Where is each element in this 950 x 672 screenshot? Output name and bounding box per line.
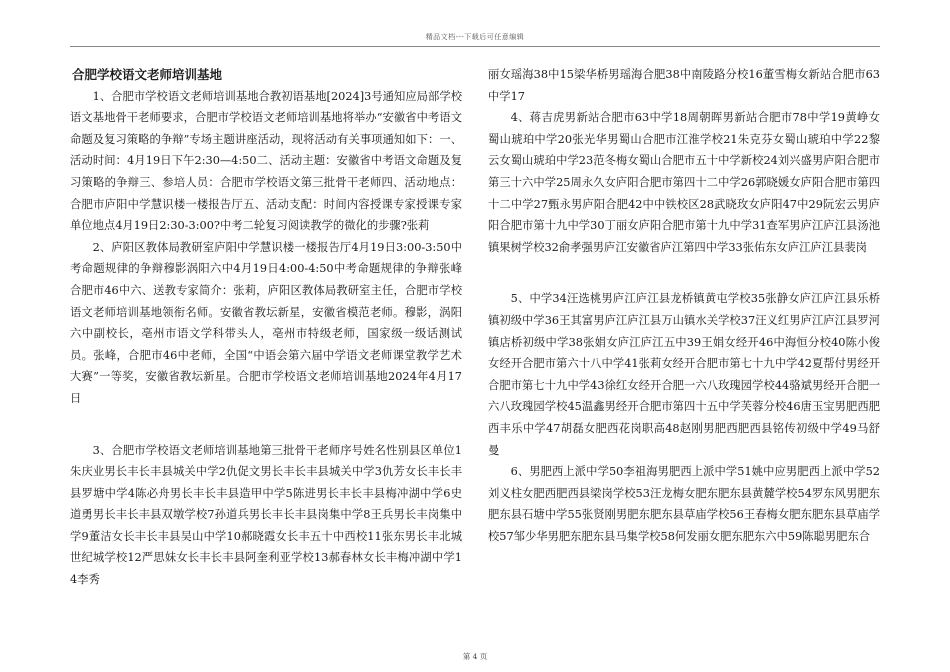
paragraph-3-continued: 丽女瑶海38中15梁华桥男瑶海合肥38中南陵路分校16董雪梅女新站合肥市63中学17 [488,68,880,103]
page-number: 第 4 页 [462,652,488,661]
right-column [488,64,880,547]
paragraph-5: 5、中学34汪选桃男庐江庐江县龙桥镇黄屯学校35张静女庐江庐江县乐桥镇初级中学36王其富男庐江庐江县万山镇水关学校37汪义红男庐江庐江县罗河镇店桥初级中学38张娟女庐江庐江五中39王娟女经开46中海恒分校40陈小俊女经开合肥市第六十八中学41张莉女经开合肥市第七十九中学42夏帮付男经开合肥市第七十九中学43徐红女经开合肥一六八玫瑰园学校44骆斌男经开合肥一六八玫瑰园学校45温鑫男经开合肥市第四十五中学芙蓉分校46唐玉宝男肥西肥西丰乐中学47胡磊女肥西花岗职高48赵刚男肥西肥西县铭传初级中学49马舒曼 [488,292,880,457]
paragraph-3: 3、合肥市学校语文老师培训基地第三批骨干老师序号姓名性别县区单位1朱庆业男长丰长丰县城关中学2仇促文男长丰长丰县城关中学3仇芳女长丰长丰县罗塘中学4陈必舟男长丰长丰县造甲中学5陈进男长丰长丰县梅冲湖中学6史道勇男长丰长丰县双墩学校7孙道兵男长丰长丰县岗集中学8王兵男长丰岗集中学9董洁女长丰长丰县吴山中学10郝晓霞女长丰五十中西校11张东男长丰北城世纪城学校12严思妹女长丰长丰县阿奎利亚学校13郝春林女长丰梅冲湖中学14李秀 [70,443,462,587]
paragraph-1: 1、合肥市学校语文老师培训基地合教初语基地[2024]3号通知应局部学校语文基地骨干老师要求，合肥市学校语文老师培训基地将举办“安徽省中考语文命题及复习策略的争辩”专场主题讲座活动，现将活动有关事项通知如下：一、活动时间：4月19日下午2:30—4:50二、活动主题：安徽省中考语文命题及复习策略的争辩三、参培人员：合肥市学校语文第三批骨干老师四、活动地点：合肥市庐阳中学慧识楼一楼报告厅五、活动支配：时间内容授课专家授课专家单位地点4月19日2:30-3:00?中考二轮复习阅读教学的微化的步骤?张莉 [70,89,462,233]
header-rule [70,46,880,47]
running-header: 精品文档---下载后可任意编辑 [425,33,525,41]
left-column [70,64,462,591]
paragraph-4: 4、蒋吉虎男新站合肥市63中学18周朝晖男新站合肥市78中学19黄峥女蜀山琥珀中学20张光华男蜀山合肥市江淮学校21朱克芬女蜀山琥珀中学22黎云女蜀山琥珀中学23范冬梅女蜀山合肥市五十中学新校24刘兴盛男庐阳合肥市第三十六中学25周永久女庐阳合肥市第四十二中学26郭晓媛女庐阳合肥市第四十二中学27甄永男庐阳合肥42中中铁校区28武晓玫女庐阳47中29阮宏云男庐阳合肥市第十九中学30丁丽女庐阳合肥市第十九中学31查军男庐江庐江县汤池镇果树学校32俞孝强男庐江安徽省庐江第四中学33张佑东女庐江庐江县裴岗 [488,111,880,254]
paragraph-2: 2、庐阳区教体局教研室庐阳中学慧识楼一楼报告厅4月19日3:00-3:50中考命题规律的争辩穆影涡阳六中4月19日4:00-4:50中考命题规律的争辩张峰合肥市46中六、送教专家简介：张莉，庐阳区教体局教研室主任，合肥市学校语文老师培训基地领衔名师。安徽省教坛新星，安徽省模范老师。穆影，涡阳六中副校长，亳州市语文学科带头人，亳州市特级老师，国家级一级话测试员。张峰，合肥市46中老师，全国“中语会第六届中学语文老师课堂教学艺术大赛”一等奖，安徽省教坛新星。合肥市学校语文老师培训基地2024年4月17日 [70,240,462,405]
paragraph-6: 6、男肥西上派中学50李祖海男肥西上派中学51姚中应男肥西上派中学52刘义柱女肥西肥西县梁岗学校53汪龙梅女肥东肥东县黄麓学校54罗东风男肥东肥东县石塘中学55张贤刚男肥东肥东县草庙学校56王春梅女肥东肥东县草庙学校57邹少华男肥东肥东县马集学校58何发丽女肥东肥东六中59陈聪男肥东合 [488,465,880,543]
document-title: 合肥学校语文老师培训基地 [72,67,223,82]
